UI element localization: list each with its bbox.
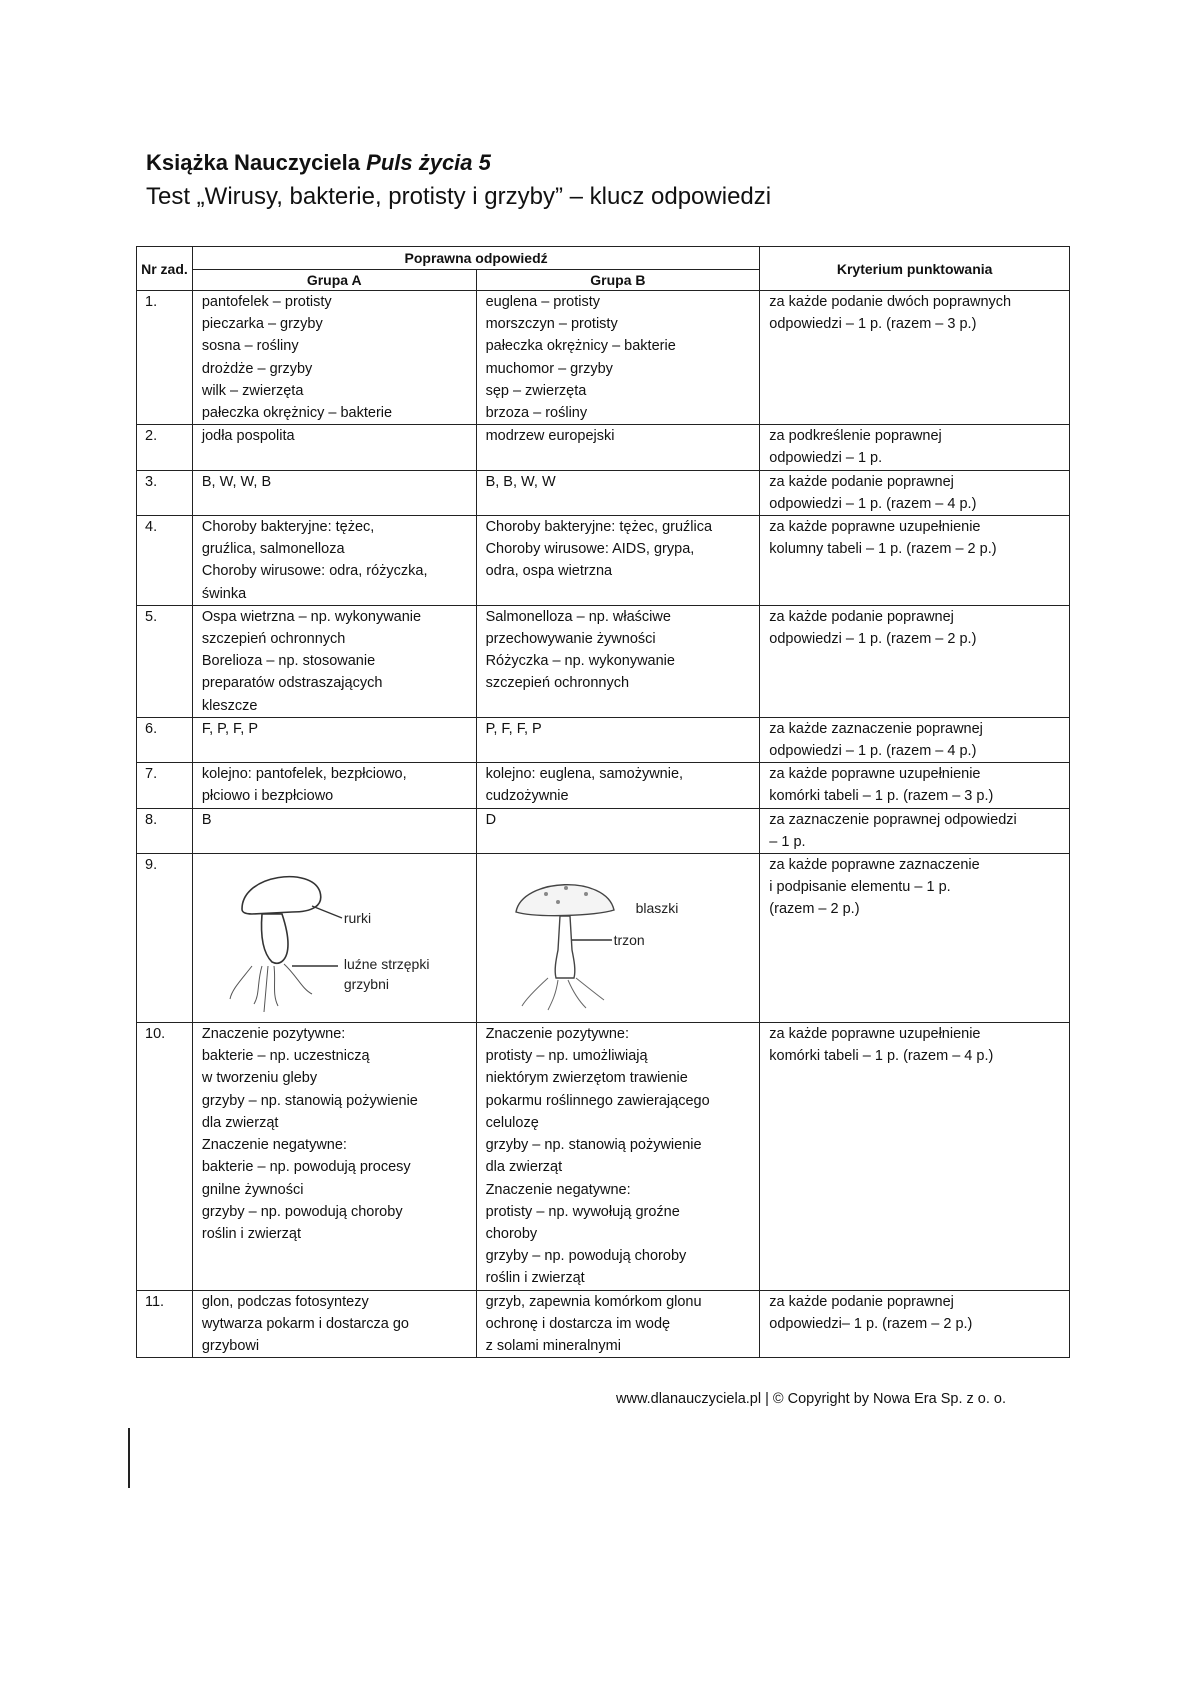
criteria-cell xyxy=(760,516,1070,606)
cell-line: gnilne żywności xyxy=(201,1181,304,1198)
group-b-cell xyxy=(476,717,760,762)
group-b-cell xyxy=(476,291,760,425)
copyright-footer: www.dlanauczyciela.pl | © Copyright by Nowa Era Sp. z o. o. xyxy=(616,1391,1007,1407)
cell-line: komórki tabeli – 1 p. (razem – 4 p.) xyxy=(769,1048,994,1065)
cell-line: (razem – 2 p.) xyxy=(769,901,860,918)
row-number: 1. xyxy=(137,291,193,425)
criteria-cell xyxy=(760,1023,1070,1290)
criteria-cell xyxy=(760,808,1070,853)
cell-line: szczepień ochronnych xyxy=(485,675,630,692)
group-b-cell xyxy=(476,425,760,470)
table-row xyxy=(137,605,1070,717)
row-number: 11. xyxy=(137,1290,193,1358)
figure-a-label: rurki xyxy=(343,910,372,927)
cell-line: za każde poprawne uzupełnienie xyxy=(769,766,981,783)
margin-line xyxy=(128,1428,130,1488)
cell-line: świnka xyxy=(201,585,247,602)
header-criteria: Kryterium punktowania xyxy=(760,247,1070,291)
document-subtitle: Test „Wirusy, bakterie, protisty i grzyby” – klucz odpowiedzi xyxy=(146,183,772,210)
cell-line: – 1 p. xyxy=(769,833,806,850)
group-a-cell xyxy=(192,291,476,425)
header-group-a: Grupa A xyxy=(192,270,476,291)
cell-line: modrzew europejski xyxy=(485,428,615,445)
group-a-cell xyxy=(192,1290,476,1358)
cell-line: F, P, F, P xyxy=(201,720,259,737)
cell-line: komórki tabeli – 1 p. (razem – 3 p.) xyxy=(769,788,994,805)
cell-line: Znaczenie pozytywne: xyxy=(485,1026,630,1043)
group-a-cell xyxy=(192,605,476,717)
cell-line: sosna – rośliny xyxy=(201,338,299,355)
cell-line: Znaczenie negatywne: xyxy=(485,1181,631,1198)
group-a-cell xyxy=(192,425,476,470)
cell-line: odpowiedzi– 1 p. (razem – 2 p.) xyxy=(769,1315,973,1332)
cell-line: i podpisanie elementu – 1 p. xyxy=(769,879,951,896)
cell-line: protisty – np. wywołują groźne xyxy=(485,1203,680,1220)
cell-line: euglena – protisty xyxy=(485,294,601,310)
figure-b-label: trzon xyxy=(613,932,645,949)
cell-line: za podkreślenie poprawnej xyxy=(769,428,942,445)
cell-line: Choroby bakteryjne: tężec, gruźlica xyxy=(485,519,713,536)
cell-line: bakterie – np. uczestniczą xyxy=(201,1048,370,1065)
cell-line: za każde poprawne zaznaczenie xyxy=(769,857,980,874)
group-b-cell xyxy=(476,1290,760,1358)
cell-line: za każde podanie poprawnej xyxy=(769,1293,954,1310)
cell-line: sęp – zwierzęta xyxy=(485,382,587,399)
cell-line: bakterie – np. powodują procesy xyxy=(201,1159,411,1176)
cell-line: kolumny tabeli – 1 p. (razem – 2 p.) xyxy=(769,541,997,558)
criteria-cell xyxy=(760,717,1070,762)
boletus-illustration xyxy=(202,854,472,1022)
cell-line: pantofelek – protisty xyxy=(201,294,332,310)
group-a-cell xyxy=(192,717,476,762)
amanita-illustration xyxy=(486,854,756,1022)
cell-line: glon, podczas fotosyntezy xyxy=(201,1293,369,1310)
cell-line: kolejno: euglena, samożywnie, xyxy=(485,766,684,783)
row-number: 10. xyxy=(137,1023,193,1290)
cell-line: Ospa wietrzna – np. wykonywanie xyxy=(201,608,422,625)
cell-line: pałeczka okrężnicy – bakterie xyxy=(201,405,393,422)
cell-line: muchomor – grzyby xyxy=(485,360,613,377)
cell-line: za każde podanie poprawnej xyxy=(769,473,954,490)
group-a-cell xyxy=(192,808,476,853)
cell-line: Choroby wirusowe: AIDS, grypa, xyxy=(485,541,695,558)
cell-line: niektórym zwierzętom trawienie xyxy=(485,1070,688,1087)
group-b-cell xyxy=(476,605,760,717)
cell-line: Salmonelloza – np. właściwe xyxy=(485,608,671,625)
cell-line: odpowiedzi – 1 p. (razem – 4 p.) xyxy=(769,743,977,760)
cell-line: grzyb, zapewnia komórkom glonu xyxy=(485,1293,702,1310)
criteria-cell xyxy=(760,470,1070,515)
title-prefix: Książka Nauczyciela xyxy=(146,150,367,175)
row-number: 7. xyxy=(137,763,193,808)
cell-line: wytwarza pokarm i dostarcza go xyxy=(201,1315,409,1332)
cell-line: odpowiedzi – 1 p. (razem – 4 p.) xyxy=(769,495,977,512)
cell-line: pokarmu roślinnego zawierającego xyxy=(485,1092,710,1109)
cell-line: jodła pospolita xyxy=(201,428,295,445)
table-row xyxy=(137,516,1070,606)
cell-line: grzyby – np. powodują choroby xyxy=(201,1203,403,1220)
cell-line: morszczyn – protisty xyxy=(485,316,618,333)
cell-line: grzyby – np. stanowią pożywienie xyxy=(201,1092,418,1109)
cell-line: ochronę i dostarcza im wodę xyxy=(485,1315,671,1332)
row-number: 2. xyxy=(137,425,193,470)
cell-line: pałeczka okrężnicy – bakterie xyxy=(485,338,676,355)
table-row xyxy=(137,291,1070,425)
cell-line: za każde podanie poprawnej xyxy=(769,608,954,625)
header-answer: Poprawna odpowiedź xyxy=(192,247,759,270)
cell-line: Choroby bakteryjne: tężec, xyxy=(201,519,375,536)
group-a-cell xyxy=(192,516,476,606)
cell-line: protisty – np. umożliwiają xyxy=(485,1048,648,1065)
group-a-cell xyxy=(192,470,476,515)
group-a-cell xyxy=(192,1023,476,1290)
table-row xyxy=(137,763,1070,808)
cell-line: za każde zaznaczenie poprawnej xyxy=(769,720,983,737)
cell-line: odpowiedzi – 1 p. xyxy=(769,450,883,467)
cell-line: choroby xyxy=(485,1225,538,1242)
cell-line: B xyxy=(201,811,212,828)
document-title xyxy=(146,150,491,176)
row-number: 5. xyxy=(137,605,193,717)
cell-line: w tworzeniu gleby xyxy=(201,1070,318,1087)
cell-line: odra, ospa wietrzna xyxy=(485,563,613,580)
cell-line: płciowo i bezpłciowo xyxy=(201,788,334,805)
cell-line: za każde poprawne uzupełnienie xyxy=(769,519,981,536)
table-row xyxy=(137,717,1070,762)
cell-line: Znaczenie negatywne: xyxy=(201,1137,347,1154)
criteria-cell xyxy=(760,763,1070,808)
cell-line: z solami mineralnymi xyxy=(485,1337,621,1354)
row-number: 8. xyxy=(137,808,193,853)
table-row xyxy=(137,425,1070,470)
cell-line: dla zwierząt xyxy=(201,1114,279,1131)
row-number: 9. xyxy=(137,854,193,1023)
cell-line: brzoza – rośliny xyxy=(485,405,588,422)
group-b-cell xyxy=(476,763,760,808)
cell-line: B, B, W, W xyxy=(485,473,556,490)
cell-line: pieczarka – grzyby xyxy=(201,316,323,333)
group-a-cell xyxy=(192,763,476,808)
group-b-cell xyxy=(476,470,760,515)
cell-line: Różyczka – np. wykonywanie xyxy=(485,653,675,670)
row-number: 6. xyxy=(137,717,193,762)
group-b-cell xyxy=(476,516,760,606)
cell-line: Znaczenie pozytywne: xyxy=(201,1026,346,1043)
cell-line: dla zwierząt xyxy=(485,1159,563,1176)
figure-a-label: grzybni xyxy=(343,976,389,993)
table-row xyxy=(137,854,1070,1023)
cell-line: wilk – zwierzęta xyxy=(201,382,304,399)
cell-line: gruźlica, salmonelloza xyxy=(201,541,345,558)
criteria-cell xyxy=(760,605,1070,717)
cell-line: celulozę xyxy=(485,1114,539,1131)
group-b-cell xyxy=(476,808,760,853)
cell-line: odpowiedzi – 1 p. (razem – 3 p.) xyxy=(769,316,977,333)
row-number: 3. xyxy=(137,470,193,515)
cell-line: drożdże – grzyby xyxy=(201,360,313,377)
figure-b-label: blaszki xyxy=(635,900,679,917)
cell-line: roślin i zwierząt xyxy=(485,1270,585,1287)
cell-line: przechowywanie żywności xyxy=(485,631,656,648)
cell-line: grzyby – np. stanowią pożywienie xyxy=(485,1137,702,1154)
criteria-cell xyxy=(760,425,1070,470)
cell-line: za każde poprawne uzupełnienie xyxy=(769,1026,981,1043)
cell-line: grzyby – np. powodują choroby xyxy=(485,1248,687,1265)
title-italic: Puls życia 5 xyxy=(366,150,491,175)
criteria-cell xyxy=(760,291,1070,425)
table-row xyxy=(137,808,1070,853)
cell-line: szczepień ochronnych xyxy=(201,631,346,648)
cell-line: P, F, F, P xyxy=(485,720,542,737)
row-number: 4. xyxy=(137,516,193,606)
cell-line: cudzożywnie xyxy=(485,788,569,805)
figure-a-label: luźne strzępki xyxy=(343,956,430,973)
cell-line: Choroby wirusowe: odra, różyczka, xyxy=(201,563,428,580)
header-group-b: Grupa B xyxy=(476,270,760,291)
criteria-cell xyxy=(760,1290,1070,1358)
cell-line: grzybowi xyxy=(201,1337,260,1354)
cell-line: Borelioza – np. stosowanie xyxy=(201,653,376,670)
answer-key-table xyxy=(136,246,1070,1358)
table-row xyxy=(137,1290,1070,1358)
group-b-cell xyxy=(476,1023,760,1290)
group-a-figure-cell xyxy=(192,854,476,1023)
table-row xyxy=(137,1023,1070,1290)
cell-line: kleszcze xyxy=(201,697,258,714)
header-nr: Nr zad. xyxy=(137,247,193,291)
cell-line: za każde podanie dwóch poprawnych xyxy=(769,294,1012,310)
cell-line: D xyxy=(485,811,497,828)
group-b-figure-cell xyxy=(476,854,760,1023)
cell-line: preparatów odstraszających xyxy=(201,675,383,692)
cell-line: odpowiedzi – 1 p. (razem – 2 p.) xyxy=(769,631,977,648)
cell-line: roślin i zwierząt xyxy=(201,1225,301,1242)
cell-line: kolejno: pantofelek, bezpłciowo, xyxy=(201,766,407,783)
table-row xyxy=(137,470,1070,515)
cell-line: za zaznaczenie poprawnej odpowiedzi xyxy=(769,811,1017,828)
cell-line: B, W, W, B xyxy=(201,473,272,490)
criteria-cell xyxy=(760,854,1070,1023)
